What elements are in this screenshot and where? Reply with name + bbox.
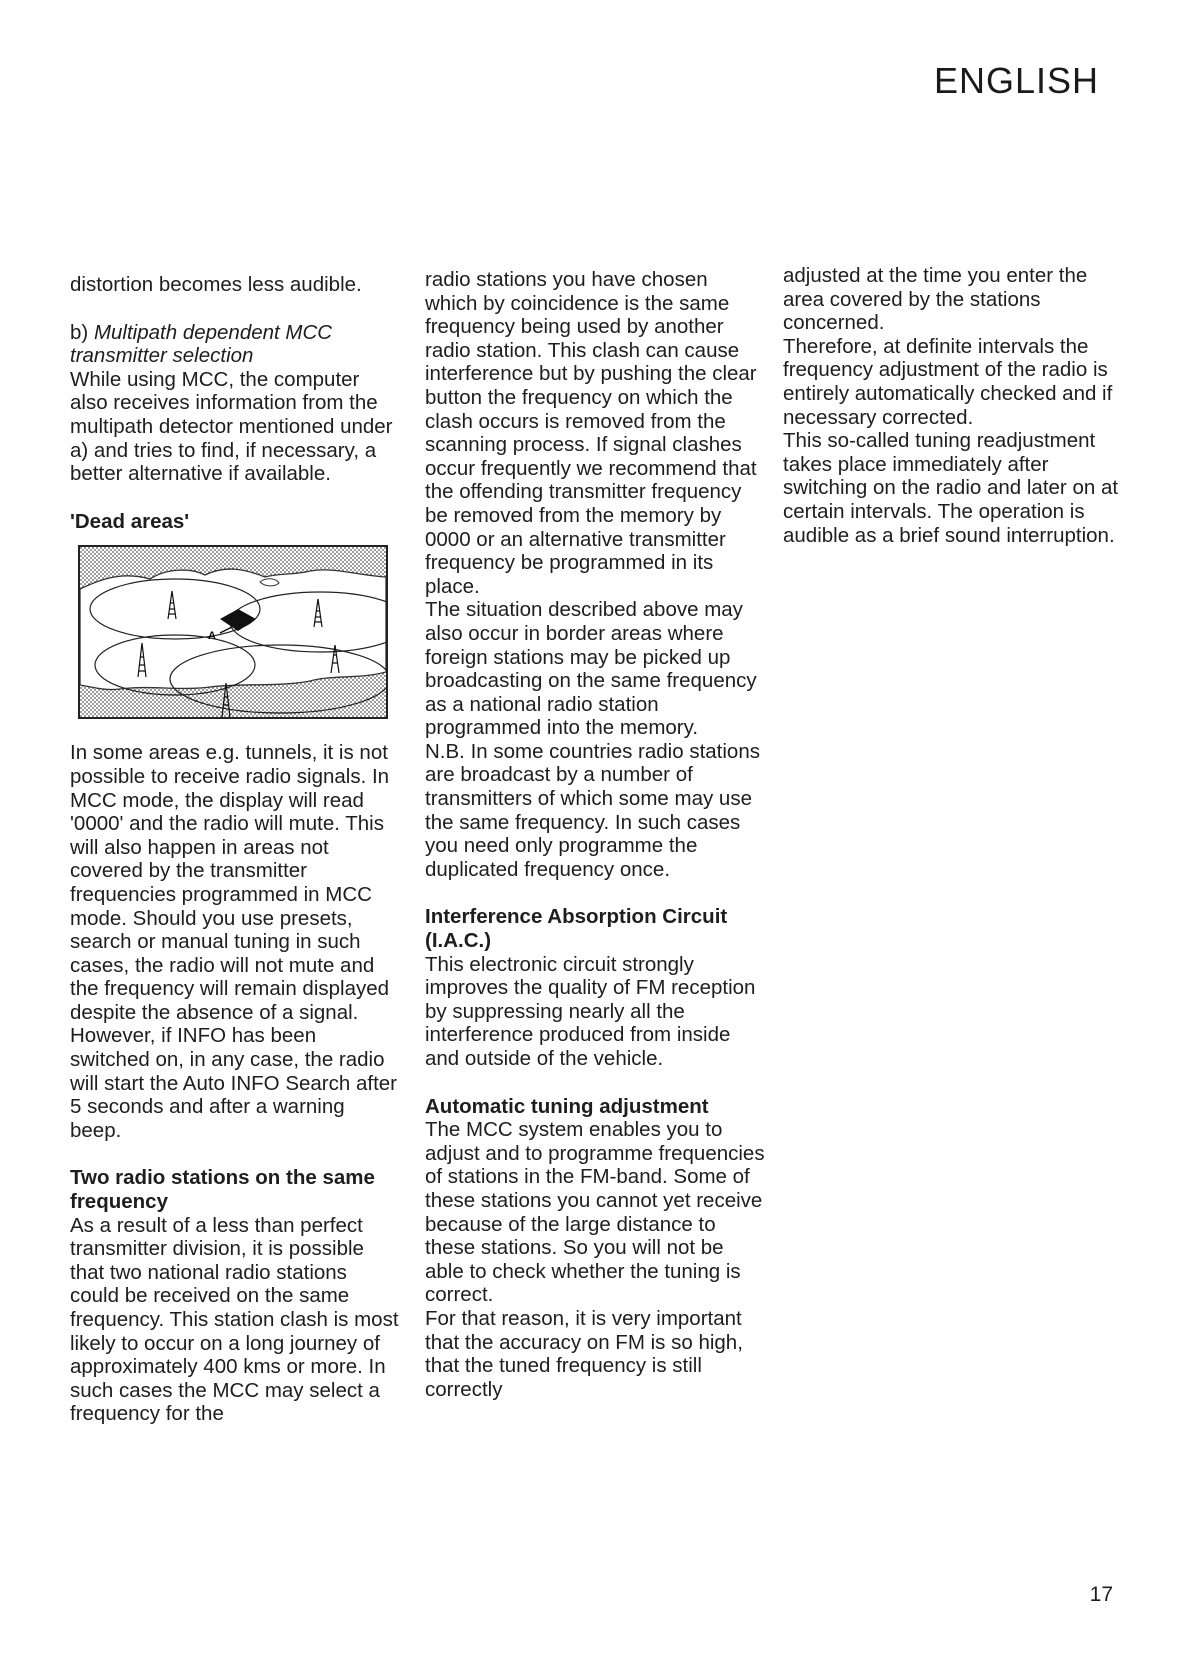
paragraph: distortion becomes less audible. (70, 273, 362, 296)
automatic-tuning-heading: Automatic tuning adjustment (425, 1094, 709, 1118)
two-stations-heading: Two radio stations on the same frequency (70, 1166, 375, 1214)
iac-heading: Interference Absorption Circuit (I.A.C.) (425, 905, 728, 953)
paragraph: However, if INFO has been switched on, in any case, the radio will start the Auto INFO Search after 5 seconds and after a warning beep. (70, 1024, 397, 1142)
paragraph: While using MCC, the computer also receives information from the multipath detector mentioned under a) and tries to find, if necessary, a better alternative if available. (70, 367, 393, 486)
paragraph: adjusted at the time you enter the area covered by the stations concerned. (783, 264, 1088, 335)
subheading-prefix: b) (70, 320, 94, 344)
column-middle (425, 268, 765, 1401)
paragraph: The MCC system enables you to adjust and to programme frequencies of stations in the FM-band. Some of these stations you cannot yet receive because of the large distance to these stations. So you will not be able to check whether the tuning is correct. (425, 1118, 765, 1307)
language-header: ENGLISH (933, 60, 1099, 101)
figure-label: A (208, 630, 216, 643)
dead-areas-diagram (78, 545, 388, 719)
paragraph: Therefore, at definite intervals the frequency adjustment of the radio is entirely automatically checked and if necessary corrected. (783, 334, 1113, 429)
paragraph: radio stations you have chosen which by coincidence is the same frequency being used by another radio station. This clash can cause interference but by pushing the clear button the frequency on which the clash occurs is removed from the scanning process. If signal clashes occur frequently we recommend that the offending transmitter frequency be removed from the memory by 0000 or an alternative transmitter frequency be programmed in its place. (425, 268, 757, 598)
paragraph: As a result of a less than perfect transmitter division, it is possible that two national radio stations could be received on the same frequency. This station clash is most likely to occur on a long journey of approximately 400 kms or more. In such cases the MCC may select a frequency for the (70, 1213, 399, 1426)
subheading-italic: Multipath dependent MCC transmitter selection (70, 320, 333, 368)
paragraph: N.B. In some countries radio stations are broadcast by a number of transmitters of which some may use the same frequency. In such cases you need only programme the duplicated frequency once. (425, 739, 760, 881)
column-left (70, 273, 400, 1426)
subheading-multipath (70, 321, 400, 368)
dead-areas-heading: 'Dead areas' (70, 509, 190, 533)
dead-areas-illustration (80, 547, 386, 717)
column-right (783, 264, 1123, 547)
page-number: 17 (1089, 1583, 1113, 1606)
paragraph: For that reason, it is very important that the accuracy on FM is so high, that the tuned frequency is still correctly (425, 1306, 743, 1401)
paragraph: This electronic circuit strongly improves the quality of FM reception by suppressing nearly all the interference produced from inside and outside of the vehicle. (425, 952, 756, 1070)
paragraph: The situation described above may also occur in border areas where foreign stations may be picked up broadcasting on the same frequency as a national radio station programmed into the memory. (425, 598, 757, 740)
paragraph: This so-called tuning readjustment takes place immediately after switching on the radio and later on at certain intervals. The operation is audible as a brief sound interruption. (783, 429, 1119, 547)
paragraph: In some areas e.g. tunnels, it is not possible to receive radio signals. In MCC mode, the display will read '0000' and the radio will mute. This will also happen in areas not covered by the transmitter frequencies programmed in MCC mode. Should you use presets, search or manual tuning in such cases, the radio will not mute and the frequency will remain displayed despite the absence of a signal. (70, 741, 390, 1024)
